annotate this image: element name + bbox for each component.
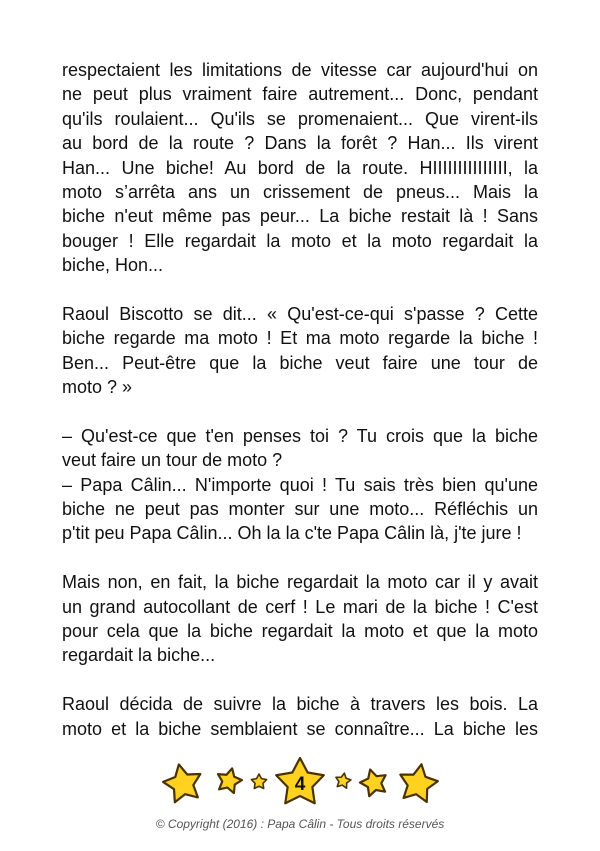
dialogue-line — [62, 473, 538, 546]
star-icon — [360, 770, 386, 797]
story-line: ne peut plus vraiment faire autrement... Donc, pendant — [62, 84, 538, 105]
story-line: pour cela que la biche regardait la moto et que la moto — [62, 620, 538, 641]
story-line: respectaient les limitations de vitesse car aujourd'hui on — [62, 60, 538, 80]
story-line: biche n'eut même pas peur... La biche restait là ! Sans — [62, 206, 538, 227]
story-line: qu'ils roulaient... Qu'ils se promenaient... Que virent-ils — [62, 108, 538, 129]
story-line: – Qu'est-ce que t'en penses toi ? Tu crois que la biche — [62, 425, 538, 446]
story-paragraph — [62, 302, 538, 400]
story-line: un grand autocollant de cerf ! Le mari de la biche ! C'est — [62, 596, 538, 617]
page-number: 4 — [294, 774, 306, 795]
story-line: bouger ! Elle regardait la moto et la moto regardait la — [62, 230, 538, 251]
story-line: – Papa Câlin... N'importe quoi ! Tu sais très bien qu'une — [62, 474, 538, 495]
star-icon — [336, 773, 351, 788]
story-line: regardait la biche... — [62, 645, 216, 666]
story-paragraph — [62, 570, 538, 668]
story-line: veut faire un tour de moto ? — [62, 450, 283, 471]
footer-stars — [0, 751, 600, 815]
story-line: biche ne peut pas monter sur une moto... Réfléchis un — [62, 499, 538, 520]
star-icon — [251, 774, 266, 788]
star-icon — [218, 768, 242, 793]
story-line: biche regarde ma moto ! Et ma moto regarde la biche ! — [62, 328, 538, 349]
story-line: moto s’arrêta ans un crissement de pneus... Mais la — [62, 181, 538, 202]
story-paragraph — [62, 58, 538, 278]
story-line: au bord de la route ? Dans la forêt ? Han... Ils virent — [62, 133, 538, 154]
story-line: Han... Une biche! Au bord de la route. HIIIIIIIIIIIIIII, la — [62, 157, 538, 178]
copyright-notice: © Copyright (2016) : Papa Câlin - Tous droits réservés — [155, 817, 445, 831]
story-line: moto et la biche semblaient se connaître... La biche les — [62, 718, 538, 739]
story-line: Raoul Biscotto se dit... « Qu'est-ce-qui s'passe ? Cette — [62, 303, 538, 324]
story-line: moto ? » — [62, 377, 133, 398]
story-text — [62, 58, 538, 741]
star-icon — [400, 764, 437, 802]
story-line: Ben... Peut-être que la biche veut faire une tour de — [62, 352, 538, 373]
story-line: biche, Hon... — [62, 255, 164, 276]
star-icon — [163, 764, 200, 802]
story-line: Mais non, en fait, la biche regardait la moto car il y avait — [62, 572, 538, 593]
dialogue-line — [62, 424, 538, 473]
story-paragraph — [62, 692, 538, 741]
story-line: Raoul décida de suivre la biche à travers les bois. La — [62, 694, 538, 715]
story-line: p'tit peu Papa Câlin... Oh la la c'te Papa Câlin là, j'te jure ! — [62, 523, 522, 544]
